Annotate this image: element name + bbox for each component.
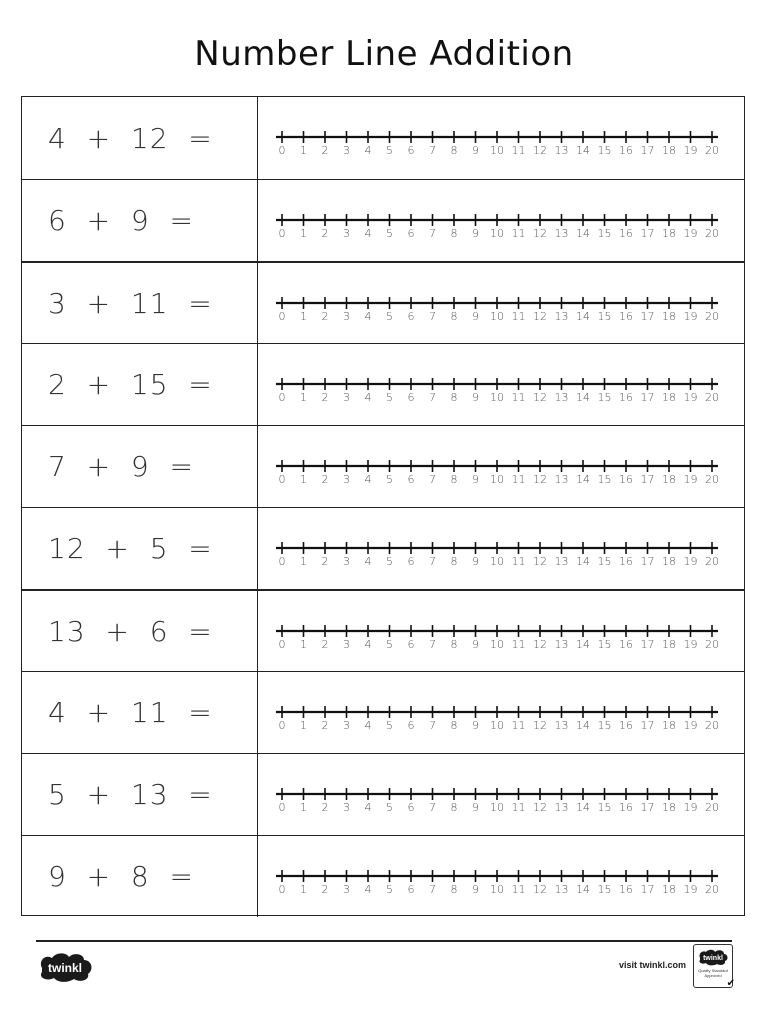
tick-label: 10 bbox=[490, 555, 504, 568]
tick-label: 2 bbox=[321, 144, 329, 157]
tick-label: 8 bbox=[450, 144, 458, 157]
tick-label: 18 bbox=[662, 227, 676, 240]
tick-label: 20 bbox=[705, 473, 719, 486]
tick-label: 5 bbox=[386, 227, 393, 240]
number-line bbox=[272, 456, 722, 486]
tick-label: 10 bbox=[490, 473, 504, 486]
tick-label: 5 bbox=[386, 719, 393, 732]
problem-row bbox=[22, 671, 744, 753]
tick-label: 10 bbox=[490, 883, 504, 896]
visit-link[interactable]: visit twinkl.com bbox=[618, 960, 686, 970]
tick-label: 19 bbox=[683, 227, 698, 240]
equation-cell bbox=[22, 591, 258, 671]
tick-label: 7 bbox=[429, 883, 436, 896]
problem-row bbox=[22, 179, 744, 261]
tick-label: 8 bbox=[450, 473, 458, 486]
tick-label: 10 bbox=[490, 719, 504, 732]
tick-label: 20 bbox=[705, 144, 719, 157]
problem-row bbox=[22, 753, 744, 835]
tick-label: 2 bbox=[321, 310, 329, 323]
tick-label: 11 bbox=[511, 227, 526, 240]
tick-label: 3 bbox=[343, 801, 350, 814]
tick-label: 6 bbox=[407, 310, 415, 323]
tick-label: 2 bbox=[321, 391, 329, 404]
equation-cell bbox=[22, 836, 258, 917]
tick-label: 4 bbox=[364, 883, 372, 896]
tick-label: 13 bbox=[554, 473, 569, 486]
tick-label: 7 bbox=[429, 555, 436, 568]
tick-label: 7 bbox=[429, 310, 436, 323]
tick-label: 15 bbox=[597, 801, 612, 814]
tick-label: 10 bbox=[490, 801, 504, 814]
tick-label: 15 bbox=[597, 473, 612, 486]
tick-label: 7 bbox=[429, 638, 436, 651]
tick-label: 19 bbox=[683, 801, 698, 814]
tick-label: 13 bbox=[554, 719, 569, 732]
tick-label: 18 bbox=[662, 310, 676, 323]
equation-cell bbox=[22, 426, 258, 507]
problem-row bbox=[22, 835, 744, 917]
tick-label: 1 bbox=[300, 801, 307, 814]
quality-badge bbox=[693, 944, 733, 988]
equation-cell bbox=[22, 672, 258, 753]
tick-label: 4 bbox=[364, 310, 372, 323]
tick-label: 1 bbox=[300, 555, 307, 568]
tick-label: 16 bbox=[619, 310, 633, 323]
equation-text: 9 + 8 = bbox=[48, 860, 194, 893]
tick-label: 20 bbox=[705, 883, 719, 896]
problem-row bbox=[22, 425, 744, 507]
problem-row bbox=[22, 261, 744, 343]
problem-row bbox=[22, 97, 744, 179]
tick-label: 14 bbox=[576, 719, 590, 732]
tick-label: 18 bbox=[662, 391, 676, 404]
tick-label: 3 bbox=[343, 227, 350, 240]
tick-label: 7 bbox=[429, 473, 436, 486]
equation-text: 4 + 12 = bbox=[48, 121, 213, 155]
page-title: Number Line Addition bbox=[194, 34, 574, 74]
tick-label: 2 bbox=[321, 719, 329, 732]
tick-label: 19 bbox=[683, 310, 698, 323]
tick-label: 9 bbox=[472, 719, 479, 732]
equation-cell bbox=[22, 263, 258, 343]
tick-label: 11 bbox=[511, 473, 526, 486]
number-line bbox=[272, 538, 722, 568]
worksheet-table bbox=[21, 96, 745, 916]
tick-label: 11 bbox=[511, 310, 526, 323]
tick-label: 18 bbox=[662, 801, 676, 814]
tick-label: 16 bbox=[619, 144, 633, 157]
tick-label: 8 bbox=[450, 883, 458, 896]
tick-label: 10 bbox=[490, 144, 504, 157]
tick-label: 0 bbox=[278, 801, 286, 814]
tick-label: 8 bbox=[450, 555, 458, 568]
equation-text: 4 + 11 = bbox=[48, 696, 213, 729]
tick-label: 12 bbox=[533, 883, 547, 896]
tick-label: 1 bbox=[300, 310, 307, 323]
tick-label: 0 bbox=[278, 391, 286, 404]
tick-label: 3 bbox=[343, 883, 350, 896]
tick-label: 20 bbox=[705, 310, 719, 323]
tick-label: 5 bbox=[386, 391, 393, 404]
tick-label: 12 bbox=[533, 310, 547, 323]
tick-label: 0 bbox=[278, 883, 286, 896]
tick-label: 2 bbox=[321, 638, 329, 651]
tick-label: 11 bbox=[511, 555, 526, 568]
tick-label: 16 bbox=[619, 801, 633, 814]
tick-label: 16 bbox=[619, 227, 633, 240]
tick-label: 18 bbox=[662, 144, 676, 157]
tick-label: 10 bbox=[490, 227, 504, 240]
tick-label: 15 bbox=[597, 144, 612, 157]
problem-row bbox=[22, 507, 744, 589]
number-line bbox=[272, 127, 722, 157]
footer-divider bbox=[36, 940, 732, 942]
tick-label: 15 bbox=[597, 719, 612, 732]
tick-label: 19 bbox=[683, 638, 698, 651]
tick-label: 17 bbox=[640, 719, 655, 732]
tick-label: 18 bbox=[662, 719, 676, 732]
tick-label: 5 bbox=[386, 555, 393, 568]
tick-label: 13 bbox=[554, 883, 569, 896]
tick-label: 8 bbox=[450, 719, 458, 732]
tick-label: 9 bbox=[472, 227, 479, 240]
equation-cell bbox=[22, 508, 258, 589]
tick-label: 13 bbox=[554, 391, 569, 404]
tick-label: 15 bbox=[597, 310, 612, 323]
tick-label: 4 bbox=[364, 473, 372, 486]
tick-label: 1 bbox=[300, 638, 307, 651]
tick-label: 5 bbox=[386, 473, 393, 486]
tick-label: 6 bbox=[407, 227, 415, 240]
equation-cell bbox=[22, 180, 258, 261]
tick-label: 0 bbox=[278, 227, 286, 240]
tick-label: 4 bbox=[364, 555, 372, 568]
equation-text: 5 + 13 = bbox=[48, 778, 213, 811]
tick-label: 6 bbox=[407, 883, 415, 896]
tick-label: 17 bbox=[640, 638, 655, 651]
tick-label: 14 bbox=[576, 227, 590, 240]
tick-label: 17 bbox=[640, 227, 655, 240]
tick-label: 5 bbox=[386, 883, 393, 896]
tick-label: 1 bbox=[300, 473, 307, 486]
tick-label: 12 bbox=[533, 227, 547, 240]
tick-label: 18 bbox=[662, 555, 676, 568]
tick-label: 18 bbox=[662, 638, 676, 651]
tick-label: 7 bbox=[429, 719, 436, 732]
tick-label: 11 bbox=[511, 883, 526, 896]
tick-label: 7 bbox=[429, 144, 436, 157]
tick-label: 8 bbox=[450, 391, 458, 404]
tick-label: 0 bbox=[278, 473, 286, 486]
tick-label: 0 bbox=[278, 638, 286, 651]
tick-label: 20 bbox=[705, 801, 719, 814]
tick-label: 13 bbox=[554, 310, 569, 323]
tick-label: 13 bbox=[554, 801, 569, 814]
tick-label: 14 bbox=[576, 555, 590, 568]
equation-cell bbox=[22, 97, 258, 179]
tick-label: 11 bbox=[511, 719, 526, 732]
tick-label: 14 bbox=[576, 883, 590, 896]
tick-label: 19 bbox=[683, 555, 698, 568]
tick-label: 3 bbox=[343, 719, 350, 732]
tick-label: 13 bbox=[554, 638, 569, 651]
tick-label: 5 bbox=[386, 144, 393, 157]
tick-label: 3 bbox=[343, 310, 350, 323]
tick-label: 16 bbox=[619, 473, 633, 486]
tick-label: 5 bbox=[386, 638, 393, 651]
tick-label: 11 bbox=[511, 801, 526, 814]
tick-label: 4 bbox=[364, 801, 372, 814]
tick-label: 10 bbox=[490, 310, 504, 323]
tick-label: 12 bbox=[533, 638, 547, 651]
tick-label: 15 bbox=[597, 227, 612, 240]
tick-label: 19 bbox=[683, 144, 698, 157]
tick-label: 17 bbox=[640, 310, 655, 323]
tick-label: 19 bbox=[683, 719, 698, 732]
tick-label: 6 bbox=[407, 801, 415, 814]
number-line bbox=[272, 293, 722, 323]
number-line bbox=[272, 210, 722, 240]
equation-text: 7 + 9 = bbox=[48, 450, 194, 483]
tick-label: 6 bbox=[407, 719, 415, 732]
tick-label: 4 bbox=[364, 638, 372, 651]
problem-row bbox=[22, 589, 744, 671]
tick-label: 3 bbox=[343, 555, 350, 568]
tick-label: 14 bbox=[576, 144, 590, 157]
tick-label: 5 bbox=[386, 801, 393, 814]
tick-label: 7 bbox=[429, 227, 436, 240]
tick-label: 17 bbox=[640, 473, 655, 486]
tick-label: 1 bbox=[300, 719, 307, 732]
tick-label: 7 bbox=[429, 801, 436, 814]
tick-label: 16 bbox=[619, 391, 633, 404]
tick-label: 19 bbox=[683, 883, 698, 896]
tick-label: 10 bbox=[490, 638, 504, 651]
problem-row bbox=[22, 343, 744, 425]
tick-label: 12 bbox=[533, 719, 547, 732]
badge-logo-text: twinkl bbox=[703, 955, 723, 962]
tick-label: 9 bbox=[472, 883, 479, 896]
tick-label: 15 bbox=[597, 638, 612, 651]
tick-label: 12 bbox=[533, 801, 547, 814]
tick-label: 1 bbox=[300, 144, 307, 157]
tick-label: 0 bbox=[278, 719, 286, 732]
tick-label: 19 bbox=[683, 391, 698, 404]
equation-text: 3 + 11 = bbox=[48, 286, 213, 320]
equation-text: 13 + 6 = bbox=[48, 614, 213, 648]
tick-label: 9 bbox=[472, 638, 479, 651]
tick-label: 18 bbox=[662, 473, 676, 486]
tick-label: 12 bbox=[533, 555, 547, 568]
tick-label: 13 bbox=[554, 227, 569, 240]
tick-label: 16 bbox=[619, 638, 633, 651]
tick-label: 14 bbox=[576, 310, 590, 323]
tick-label: 15 bbox=[597, 555, 612, 568]
number-line bbox=[272, 621, 722, 651]
tick-label: 3 bbox=[343, 391, 350, 404]
tick-label: 9 bbox=[472, 310, 479, 323]
tick-label: 8 bbox=[450, 310, 458, 323]
tick-label: 6 bbox=[407, 391, 415, 404]
tick-label: 4 bbox=[364, 227, 372, 240]
tick-label: 11 bbox=[511, 638, 526, 651]
equation-cell bbox=[22, 754, 258, 835]
tick-label: 1 bbox=[300, 391, 307, 404]
tick-label: 20 bbox=[705, 638, 719, 651]
tick-label: 19 bbox=[683, 473, 698, 486]
tick-label: 9 bbox=[472, 391, 479, 404]
tick-label: 3 bbox=[343, 144, 350, 157]
tick-label: 14 bbox=[576, 801, 590, 814]
tick-label: 15 bbox=[597, 391, 612, 404]
tick-label: 16 bbox=[619, 883, 633, 896]
tick-label: 1 bbox=[300, 227, 307, 240]
tick-label: 20 bbox=[705, 555, 719, 568]
tick-label: 9 bbox=[472, 144, 479, 157]
tick-label: 1 bbox=[300, 883, 307, 896]
tick-label: 14 bbox=[576, 391, 590, 404]
tick-label: 8 bbox=[450, 227, 458, 240]
tick-label: 12 bbox=[533, 144, 547, 157]
tick-label: 17 bbox=[640, 391, 655, 404]
tick-label: 16 bbox=[619, 555, 633, 568]
tick-label: 15 bbox=[597, 883, 612, 896]
tick-label: 6 bbox=[407, 555, 415, 568]
tick-label: 4 bbox=[364, 144, 372, 157]
equation-text: 2 + 15 = bbox=[48, 368, 213, 401]
tick-label: 3 bbox=[343, 473, 350, 486]
tick-label: 17 bbox=[640, 801, 655, 814]
tick-label: 9 bbox=[472, 801, 479, 814]
tick-label: 14 bbox=[576, 638, 590, 651]
tick-label: 6 bbox=[407, 473, 415, 486]
badge-text: Quality Standard Approved bbox=[698, 968, 728, 978]
number-line bbox=[272, 784, 722, 814]
tick-label: 2 bbox=[321, 555, 329, 568]
logo-text: twinkl bbox=[47, 961, 83, 975]
tick-label: 17 bbox=[640, 883, 655, 896]
tick-label: 12 bbox=[533, 391, 547, 404]
tick-label: 9 bbox=[472, 555, 479, 568]
check-icon: ✔ bbox=[726, 978, 735, 989]
tick-label: 2 bbox=[321, 227, 329, 240]
tick-label: 12 bbox=[533, 473, 547, 486]
tick-label: 4 bbox=[364, 391, 372, 404]
twinkl-logo bbox=[36, 950, 96, 984]
tick-label: 0 bbox=[278, 555, 286, 568]
equation-cell bbox=[22, 344, 258, 425]
equation-text: 6 + 9 = bbox=[48, 204, 194, 237]
tick-label: 2 bbox=[321, 801, 329, 814]
tick-label: 7 bbox=[429, 391, 436, 404]
tick-label: 0 bbox=[278, 310, 286, 323]
tick-label: 13 bbox=[554, 555, 569, 568]
tick-label: 14 bbox=[576, 473, 590, 486]
tick-label: 8 bbox=[450, 801, 458, 814]
tick-label: 16 bbox=[619, 719, 633, 732]
tick-label: 11 bbox=[511, 391, 526, 404]
tick-label: 2 bbox=[321, 473, 329, 486]
number-line bbox=[272, 374, 722, 404]
number-line bbox=[272, 702, 722, 732]
tick-label: 6 bbox=[407, 638, 415, 651]
tick-label: 20 bbox=[705, 391, 719, 404]
tick-label: 20 bbox=[705, 227, 719, 240]
tick-label: 2 bbox=[321, 883, 329, 896]
tick-label: 3 bbox=[343, 638, 350, 651]
tick-label: 6 bbox=[407, 144, 415, 157]
tick-label: 18 bbox=[662, 883, 676, 896]
tick-label: 17 bbox=[640, 144, 655, 157]
tick-label: 9 bbox=[472, 473, 479, 486]
equation-text: 12 + 5 = bbox=[48, 532, 213, 565]
tick-label: 8 bbox=[450, 638, 458, 651]
tick-label: 11 bbox=[511, 144, 526, 157]
tick-label: 0 bbox=[278, 144, 286, 157]
tick-label: 17 bbox=[640, 555, 655, 568]
tick-label: 4 bbox=[364, 719, 372, 732]
number-line bbox=[272, 866, 722, 896]
tick-label: 5 bbox=[386, 310, 393, 323]
tick-label: 13 bbox=[554, 144, 569, 157]
tick-label: 10 bbox=[490, 391, 504, 404]
tick-label: 20 bbox=[705, 719, 719, 732]
